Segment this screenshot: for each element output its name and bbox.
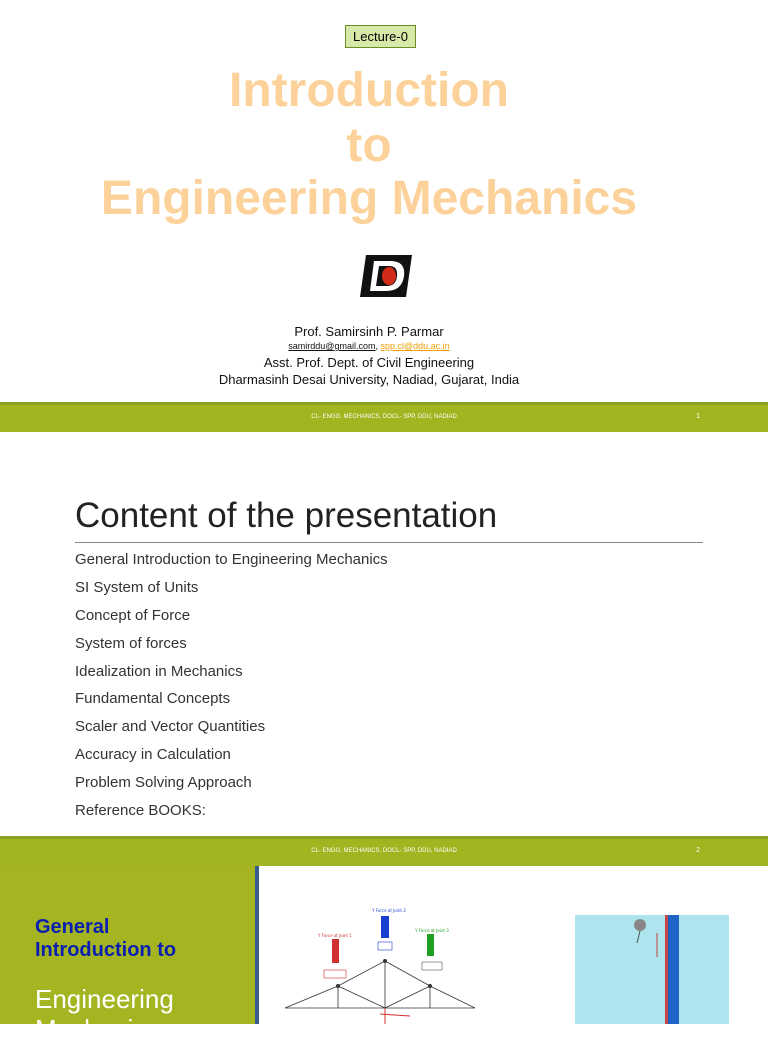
university-logo xyxy=(360,255,412,297)
content-list xyxy=(75,548,388,827)
email-link-1[interactable]: samirddu@gmail.com xyxy=(288,341,376,351)
list-item: General Introduction to Engineering Mechanics xyxy=(75,551,388,568)
email-separator: , xyxy=(375,341,378,351)
slide3-heading xyxy=(35,916,176,962)
email-link-2[interactable]: spp.cl@ddu.ac.in xyxy=(380,341,450,351)
content-title: Content of the presentation xyxy=(75,496,498,535)
truss-force-diagram xyxy=(280,904,480,1024)
slide3-subheading-line1: Engineering xyxy=(35,984,174,1014)
page-number: 1 xyxy=(696,413,700,420)
slide-1 xyxy=(0,0,768,432)
author-university: Dharmasinh Desai University, Nadiad, Gujarat, India xyxy=(218,372,520,387)
slide3-subheading-line2: Mechanics xyxy=(35,1014,160,1044)
title-line-2: to xyxy=(346,119,392,172)
slide3-divider-bar xyxy=(255,866,259,1024)
pulley-illustration xyxy=(575,915,729,1024)
slide-footer xyxy=(0,402,768,432)
lecture-badge: Lecture-0 xyxy=(345,25,416,48)
list-item: SI System of Units xyxy=(75,578,199,596)
list-item: Scaler and Vector Quantities xyxy=(75,718,266,736)
footer-text: CL- ENGG. MECHANICS, DOCL- SPP, DDU, NADIAD xyxy=(311,414,457,420)
diagram-label-joint3: Y Force at Joint 3 xyxy=(415,928,449,933)
list-item: Reference BOOKS: xyxy=(75,802,206,820)
slide-3 xyxy=(0,866,768,1044)
author-name: Prof. Samirsinh P. Parmar xyxy=(294,324,444,339)
slide3-heading-line1: General xyxy=(35,916,110,938)
author-designation: Asst. Prof. Dept. of Civil Engineering xyxy=(263,355,475,370)
title-line-3: Engineering Mechanics xyxy=(100,172,638,225)
list-item: Idealization in Mechanics xyxy=(75,662,243,680)
diagram-label-joint2: Y Force at Joint 2 xyxy=(372,908,406,913)
slide3-heading-line2: Introduction to xyxy=(35,939,177,961)
author-emails xyxy=(0,341,738,351)
list-item: Concept of Force xyxy=(75,606,191,624)
page-number: 2 xyxy=(696,847,700,854)
list-item: Problem Solving Approach xyxy=(75,774,252,792)
list-item: Fundamental Concepts xyxy=(75,690,231,708)
footer-text: CL- ENGG. MECHANICS, DOCL- SPP, DDU, NADIAD xyxy=(311,848,457,854)
title-divider xyxy=(75,542,703,543)
slide-2 xyxy=(0,432,768,854)
list-item: Accuracy in Calculation xyxy=(75,746,231,764)
diagram-label-joint1: Y Force at Joint 1 xyxy=(318,933,352,938)
list-item: System of forces xyxy=(75,634,187,652)
title-line-1: Introduction xyxy=(229,64,509,117)
slide-footer xyxy=(0,836,768,866)
slide3-subheading xyxy=(35,984,174,1044)
